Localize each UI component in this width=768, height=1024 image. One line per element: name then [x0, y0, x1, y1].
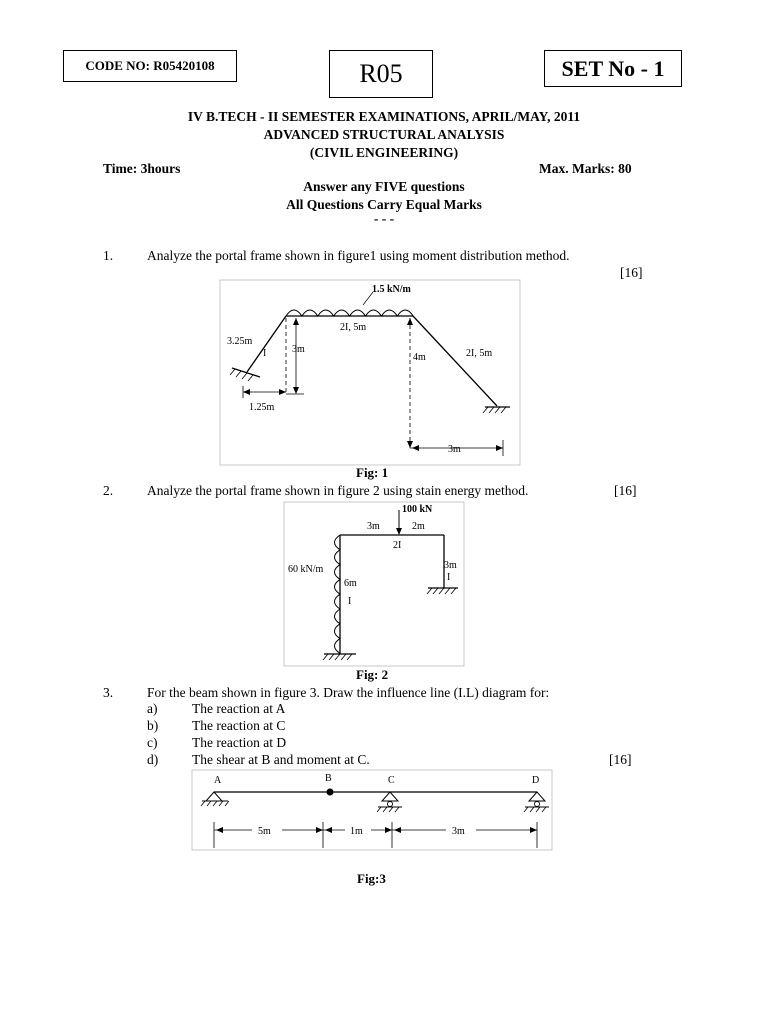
- fig1-left-col-len: 3.25m: [227, 336, 253, 347]
- fig2-left-i: I: [348, 596, 352, 607]
- set-number-box: [544, 50, 682, 87]
- fig1-left-height: 3m: [292, 344, 305, 355]
- question-3-text: For the beam shown in figure 3. Draw the influence line (I.L) diagram for:: [147, 685, 550, 700]
- figure-2-portal-frame: [284, 502, 464, 666]
- question-3-part-b-text: The reaction at C: [192, 718, 286, 733]
- fig2-load-label: 100 kN: [402, 504, 433, 515]
- fig2-beam-label: 2I: [393, 540, 402, 551]
- figure-3-caption: Fig:3: [357, 871, 386, 886]
- question-3-marks: [16]: [609, 752, 632, 767]
- exam-branch: (CIVIL ENGINEERING): [309, 145, 459, 160]
- question-3-number: 3.: [103, 685, 114, 700]
- fig2-right-i: I: [447, 572, 451, 583]
- question-1-number: 1.: [103, 248, 114, 263]
- fig1-right-offset: 3m: [448, 444, 461, 455]
- question-3-part-c-text: The reaction at D: [192, 735, 287, 750]
- question-2-text: Analyze the portal frame shown in figure 2 using stain energy method.: [147, 483, 529, 498]
- fig1-left-offset: 1.25m: [249, 402, 275, 413]
- fig2-right-height: 3m: [444, 560, 457, 571]
- question-3-part-d-text: The shear at B and moment at C.: [192, 752, 370, 767]
- fig3-label-b: B: [325, 773, 332, 784]
- fig2-left-span: 3m: [367, 521, 380, 532]
- separator: - - -: [373, 211, 395, 226]
- fig3-label-a: A: [214, 775, 222, 786]
- fig1-right-col: 2I, 5m: [466, 348, 493, 359]
- regulation-box: [329, 50, 433, 98]
- question-3-part-c-label: c): [147, 735, 158, 750]
- figure-2-caption: Fig: 2: [356, 667, 389, 682]
- fig2-udl-label: 60 kN/m: [288, 564, 324, 575]
- fig3-label-d: D: [532, 775, 540, 786]
- fig1-beam-label: 2I, 5m: [340, 322, 367, 333]
- figure-1-portal-frame: [220, 280, 520, 465]
- figure-3-beam: [192, 770, 552, 850]
- question-3-part-a-label: a): [147, 701, 158, 716]
- question-1-marks: [16]: [620, 265, 643, 280]
- fig3-span-cd: 3m: [452, 826, 465, 837]
- fig3-span-ab: 5m: [258, 826, 271, 837]
- exam-time: Time: 3hours: [103, 161, 181, 176]
- question-2-marks: [16]: [614, 483, 637, 498]
- regulation-code: R05: [359, 59, 403, 88]
- figure-1-caption: Fig: 1: [356, 465, 389, 480]
- fig2-left-height: 6m: [344, 578, 357, 589]
- code-number-box: [63, 50, 237, 82]
- question-2-number: 2.: [103, 483, 114, 498]
- exam-max-marks: Max. Marks: 80: [539, 161, 632, 176]
- question-3-part-a-text: The reaction at A: [192, 701, 286, 716]
- set-number: SET No - 1: [561, 55, 665, 81]
- fig1-left-col-i: I: [263, 348, 267, 359]
- fig1-right-height: 4m: [413, 352, 426, 363]
- exam-title: IV B.TECH - II SEMESTER EXAMINATIONS, APRIL/MAY, 2011: [187, 109, 581, 124]
- question-1-text: Analyze the portal frame shown in figure1 using moment distribution method.: [147, 248, 570, 263]
- instruction-answer: Answer any FIVE questions: [303, 179, 465, 194]
- exam-subject: ADVANCED STRUCTURAL ANALYSIS: [263, 127, 505, 142]
- code-number: CODE NO: R05420108: [85, 58, 215, 73]
- fig1-udl-label: 1.5 kN/m: [372, 284, 411, 295]
- fig2-right-span: 2m: [412, 521, 425, 532]
- question-3-part-d-label: d): [147, 752, 159, 767]
- fig3-span-bc: 1m: [350, 826, 363, 837]
- question-3-part-b-label: b): [147, 718, 159, 733]
- instruction-equal-marks: All Questions Carry Equal Marks: [286, 197, 482, 212]
- fig3-label-c: C: [388, 775, 395, 786]
